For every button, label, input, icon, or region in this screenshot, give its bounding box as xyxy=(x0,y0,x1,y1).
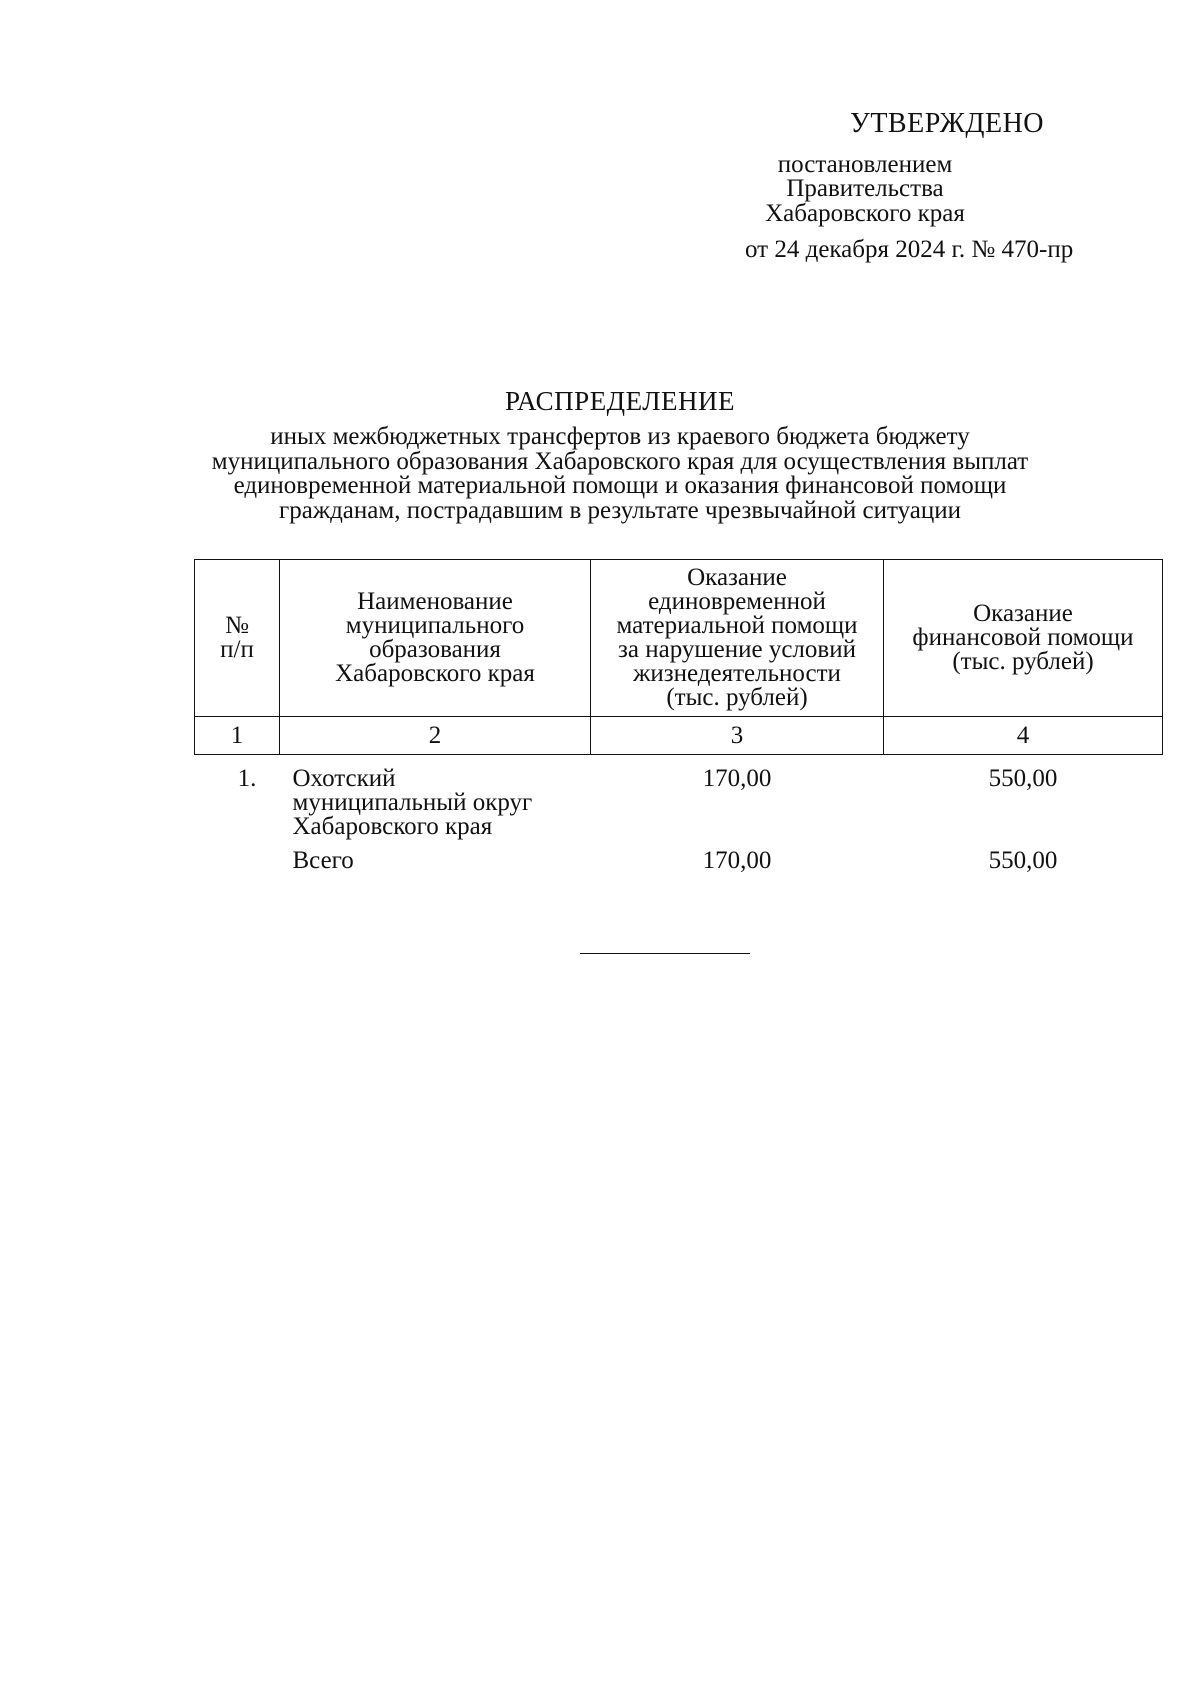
total-label: Всего xyxy=(292,847,354,874)
end-divider xyxy=(580,953,750,954)
document-heading xyxy=(180,385,1060,523)
column-number-row xyxy=(195,717,1163,755)
row-municipality-name: Охотский муниципальный округ Хабаровского края xyxy=(292,765,533,840)
table-header-row xyxy=(195,560,1163,717)
row-material-aid: 170,00 xyxy=(702,765,772,792)
subtitle-line: муниципального образования Хабаровского края для осуществления выплат xyxy=(211,447,1029,475)
subtitle-line: гражданам, пострадавшим в результате чрезвычайной ситуации xyxy=(278,496,962,524)
header-number: № п/п xyxy=(195,560,280,717)
row-number: 1. xyxy=(237,765,257,792)
total-financial-aid: 550,00 xyxy=(988,847,1058,874)
total-row xyxy=(195,843,1163,873)
header-municipality-name: Наименование муниципального образования Хабаровского края xyxy=(280,560,591,717)
approval-line-3: Хабаровского края xyxy=(765,200,965,227)
approval-date: от 24 декабря 2024 г. № 470-пр xyxy=(745,236,1074,263)
header-financial-aid: Оказание финансовой помощи (тыс. рублей) xyxy=(884,560,1163,717)
approval-line-2: Правительства xyxy=(786,175,944,202)
table-row xyxy=(195,755,1163,844)
document-subtitle xyxy=(180,425,1060,523)
total-material-aid: 170,00 xyxy=(702,847,772,874)
row-financial-aid: 550,00 xyxy=(988,765,1058,792)
column-number: 2 xyxy=(280,717,591,755)
subtitle-line: единовременной материальной помощи и оказания финансовой помощи xyxy=(233,472,1007,499)
approval-title: УТВЕРЖДЕНО xyxy=(850,108,1045,139)
column-number: 4 xyxy=(884,717,1163,755)
document-title: РАСПРЕДЕЛЕНИЕ xyxy=(504,386,736,416)
approval-line-1: постановлением xyxy=(777,151,953,178)
column-number: 1 xyxy=(195,717,280,755)
header-material-aid: Оказание единовременной материальной помощи за нарушение условий жизнедеятельности (тыс. рублей) xyxy=(591,560,884,717)
subtitle-line: иных межбюджетных трансфертов из краевого бюджета бюджету xyxy=(270,423,970,450)
distribution-table xyxy=(194,559,1163,873)
column-number: 3 xyxy=(591,717,884,755)
